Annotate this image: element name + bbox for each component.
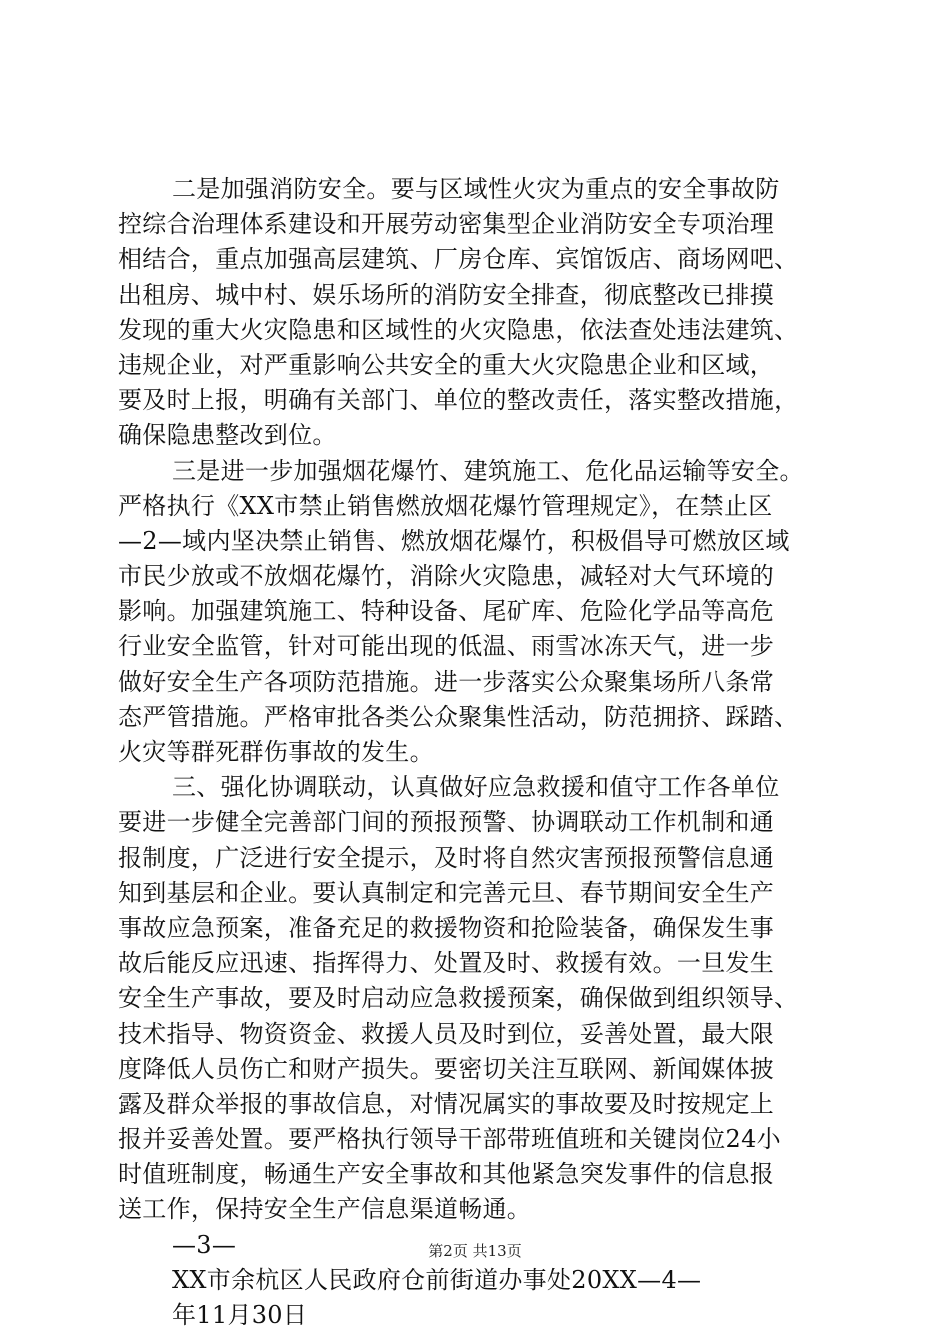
text-line: 火灾等群死群伤事故的发生。 [118, 738, 434, 766]
text-line: 市民少放或不放烟花爆竹，消除火灾隐患，减轻对大气环境的 [118, 562, 775, 591]
text-line: —3— [172, 1230, 237, 1259]
text-line: 行业安全监管，针对可能出现的低温、雨雪冰冻天气，进一步 [118, 632, 775, 661]
text-line: 确保隐患整改到位。 [118, 421, 337, 450]
text-line: 控综合治理体系建设和开展劳动密集型企业消防安全专项治理 [118, 210, 775, 239]
text-line: 违规企业，对严重影响公共安全的重大火灾隐患企业和区域， [118, 350, 775, 379]
text-line: 要进一步健全完善部门间的预报预警、协调联动工作机制和通 [118, 808, 775, 837]
text-line: 三、强化协调联动，认真做好应急救援和值守工作各单位 [172, 773, 780, 802]
text-line: XX市余杭区人民政府仓前街道办事处20XX—4— [172, 1265, 702, 1294]
text-line: 二是加强消防安全。要与区域性火灾为重点的安全事故防 [172, 175, 780, 203]
text-line: 影响。加强建筑施工、特种设备、尾矿库、危险化学品等高危 [118, 597, 775, 626]
text-line: 出租房、城中村、娱乐场所的消防安全排查，彻底整改已排摸 [118, 280, 775, 309]
text-line: 三是进一步加强烟花爆竹、建筑施工、危化品运输等安全。 [172, 456, 804, 485]
text-line: 报并妥善处置。要严格执行领导干部带班值班和关键岗位24小 [118, 1125, 781, 1154]
text-line: —2—域内坚决禁止销售、燃放烟花爆竹，积极倡导可燃放区域 [118, 526, 790, 555]
text-line: 要及时上报，明确有关部门、单位的整改责任，落实整改措施， [118, 386, 799, 415]
text-line: 送工作，保持安全生产信息渠道畅通。 [118, 1195, 532, 1224]
text-line: 相结合，重点加强高层建筑、厂房仓库、宾馆饭店、商场网吧、 [118, 245, 799, 274]
text-line: 做好安全生产各项防范措施。进一步落实公众聚集场所八条常 [118, 667, 775, 696]
text-line: 知到基层和企业。要认真制定和完善元旦、春节期间安全生产 [118, 878, 775, 907]
text-line: 严格执行《XX市禁止销售燃放烟花爆竹管理规定》，在禁止区 [118, 491, 773, 520]
page-footer: 第2页 共13页 [428, 1242, 522, 1260]
text-line: 故后能反应迅速、指挥得力、处置及时、救援有效。一旦发生 [118, 949, 775, 978]
text-line: 报制度，广泛进行安全提示，及时将自然灾害预报预警信息通 [118, 843, 775, 872]
document-body [118, 172, 843, 1333]
text-line: 态严管措施。严格审批各类公众聚集性活动，防范拥挤、踩踏、 [118, 702, 799, 731]
text-line: 技术指导、物资资金、救援人员及时到位，妥善处置，最大限 [118, 1019, 775, 1048]
text-line: 事故应急预案，准备充足的救援物资和抢险装备，确保发生事 [118, 913, 775, 942]
text-line: 度降低人员伤亡和财产损失。要密切关注互联网、新闻媒体披 [118, 1054, 775, 1083]
text-line: 发现的重大火灾隐患和区域性的火灾隐患，依法查处违法建筑、 [118, 315, 799, 344]
text-line: 露及群众举报的事故信息，对情况属实的事故要及时按规定上 [118, 1089, 775, 1118]
text-line: 安全生产事故，要及时启动应急救援预案，确保做到组织领导、 [118, 984, 799, 1013]
text-line: 年11月30日 [172, 1301, 308, 1329]
text-line: 时值班制度，畅通生产安全事故和其他紧急突发事件的信息报 [118, 1160, 775, 1189]
